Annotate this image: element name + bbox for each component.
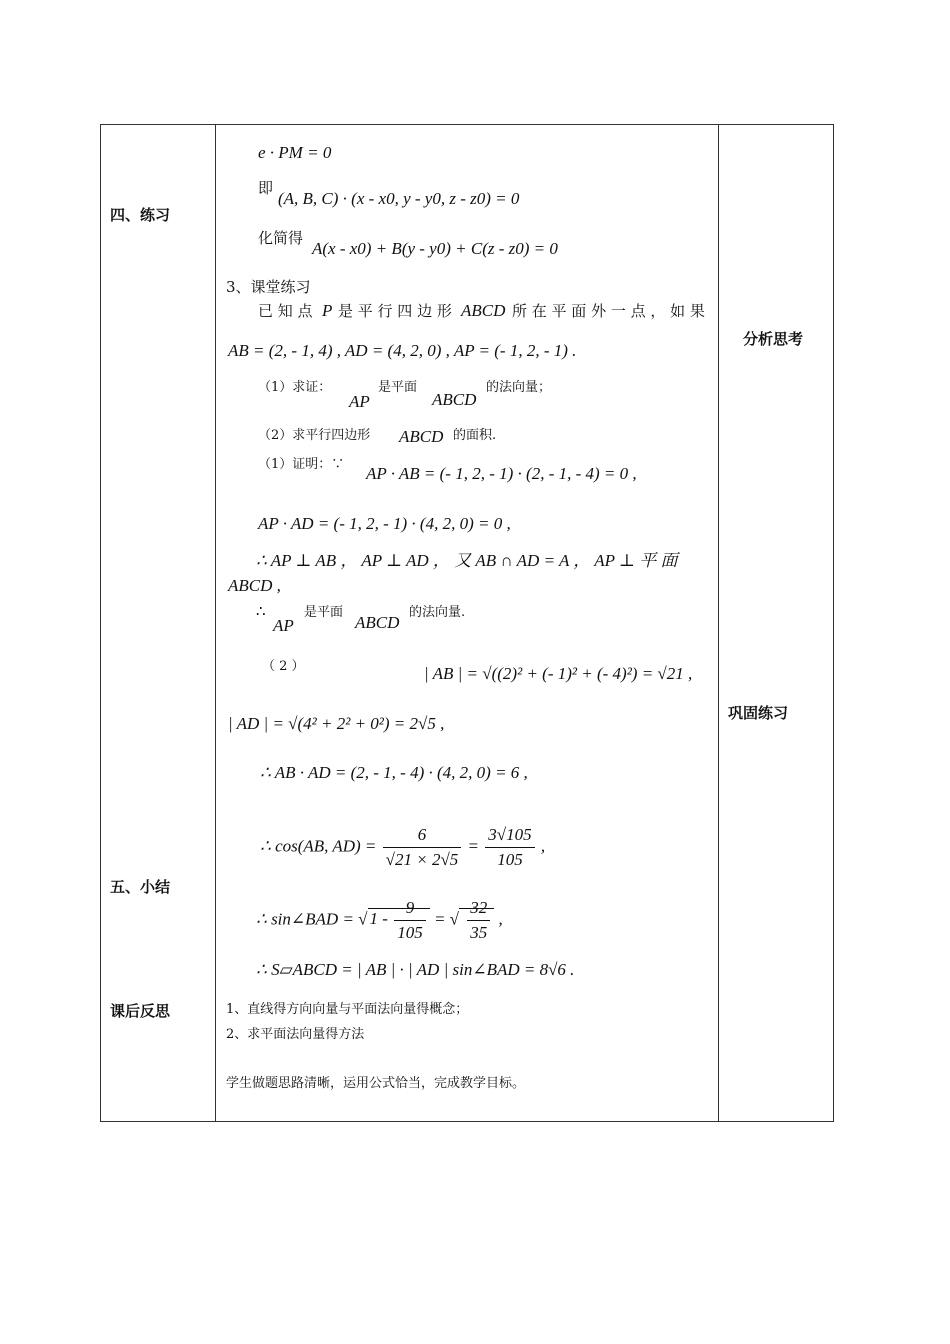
sin-radicand	[368, 898, 430, 942]
abcd-q2: ABCD	[399, 427, 444, 446]
point-p: P	[322, 301, 333, 320]
sin-radicand-2	[459, 898, 494, 942]
problem-text-b: 是 平 行 四 边 形	[338, 302, 452, 320]
sin-left: ∴ sin∠BAD =	[256, 909, 354, 929]
area-equation: ∴ S▱ABCD = | AB | · | AD | sin∠BAD = 8√6 .	[256, 960, 575, 979]
abcd-label: ABCD	[461, 301, 506, 320]
part2-label: （ 2 ）	[262, 659, 305, 674]
sin-denominator-2: 35	[470, 923, 488, 942]
sin-fraction-1	[394, 898, 426, 943]
therefore-normal-a: ∴	[256, 602, 266, 620]
equation-component-form: (A, B, C) · (x - x0, y - y0, z - z0) = 0	[278, 189, 520, 208]
text-simplify: 化简得	[258, 229, 304, 247]
problem-text-a: 已 知 点	[258, 302, 313, 320]
cos-numerator: 6	[383, 825, 462, 848]
equals-2: =	[433, 909, 446, 929]
ab-length: | AB | = √((2)² + (- 1)² + (- 4)²) = √21 ,	[424, 664, 693, 683]
perpendicular-line: ∴ AP ⊥ AB ， AP ⊥ AD ， 又 AB ∩ AD = A ， AP ⊥ 平 面	[256, 551, 678, 570]
proof-eq1: AP · AB = (- 1, 2, - 1) · (2, - 1, - 4) = 0 ,	[366, 464, 637, 483]
comma: ,	[540, 836, 546, 856]
proof-label: （1）证明：∵	[258, 457, 345, 472]
reflection-text: 学生做题思路清晰，运用公式恰当，完成教学目标。	[226, 1076, 526, 1091]
therefore-normal-c: 的法向量.	[409, 605, 466, 620]
equals: =	[467, 836, 480, 856]
equation-e-dot-pm: e · PM = 0	[258, 143, 332, 162]
equation-plane: A(x - x0) + B(y - y0) + C(z - z0) = 0	[312, 239, 558, 258]
label-summary: 五、小结	[110, 878, 171, 896]
sin-fraction-2	[467, 898, 490, 943]
cos-denominator: √21 × 2√5	[385, 850, 459, 869]
column-divider-right	[718, 125, 719, 1121]
question1-b: 是平面	[378, 380, 418, 395]
question2-a: （2）求平行四边形	[258, 428, 371, 443]
cos-numerator-2: 3√105	[485, 825, 534, 848]
sin-numerator: 9	[394, 898, 426, 921]
proof-eq2: AP · AD = (- 1, 2, - 1) · (4, 2, 0) = 0 ,	[258, 514, 511, 533]
label-practice: 四、练习	[110, 206, 171, 224]
question1-a: （1）求证：	[258, 380, 332, 395]
therefore-normal-b: 是平面	[304, 605, 344, 620]
sqrt-sign-2: √	[449, 909, 460, 929]
summary-item-1: 1、直线得方向向量与平面法向量得概念；	[226, 1002, 469, 1017]
summary-item-2: 2、求平面法向量得方法	[226, 1027, 365, 1042]
sin-denominator: 105	[397, 923, 423, 942]
sqrt-sign: √	[358, 909, 368, 929]
label-consolidate: 巩固练习	[728, 704, 789, 722]
vectors-given: AB = (2, - 1, 4) , AD = (4, 2, 0) , AP = (- 1, 2, - 1) .	[228, 341, 577, 360]
problem-text-c: 所 在 平 面 外 一 点 ， 如 果	[512, 302, 705, 320]
cos-fraction-1	[383, 825, 462, 870]
question1-c: 的法向量；	[486, 380, 552, 395]
ad-length: | AD | = √(4² + 2² + 0²) = 2√5 ,	[228, 714, 445, 733]
abcd-q1: ABCD	[432, 390, 477, 409]
label-reflection: 课后反思	[110, 1002, 171, 1020]
vector-ap-2: AP	[273, 616, 294, 635]
sin-one: 1 -	[369, 909, 388, 929]
label-analysis: 分析思考	[743, 330, 804, 348]
vector-ap: AP	[349, 392, 370, 411]
cos-fraction-2	[485, 825, 534, 870]
cos-denominator-2: 105	[497, 850, 523, 869]
dot-product: ∴ AB · AD = (2, - 1, - 4) · (4, 2, 0) = 6 ,	[260, 763, 528, 782]
question2-b: 的面积.	[453, 428, 497, 443]
comma-2: ,	[498, 909, 503, 929]
sin-expression	[256, 898, 503, 943]
sin-numerator-2: 32	[467, 898, 490, 921]
cos-expression	[260, 825, 545, 870]
text-ji: 即	[258, 179, 274, 197]
cos-left: ∴ cos(AB, AD) =	[260, 836, 377, 856]
column-divider-left	[215, 125, 216, 1121]
heading-class-practice: 3、课堂练习	[226, 278, 311, 296]
abcd-normal: ABCD	[355, 613, 400, 632]
abcd-comma: ABCD ,	[228, 576, 281, 595]
